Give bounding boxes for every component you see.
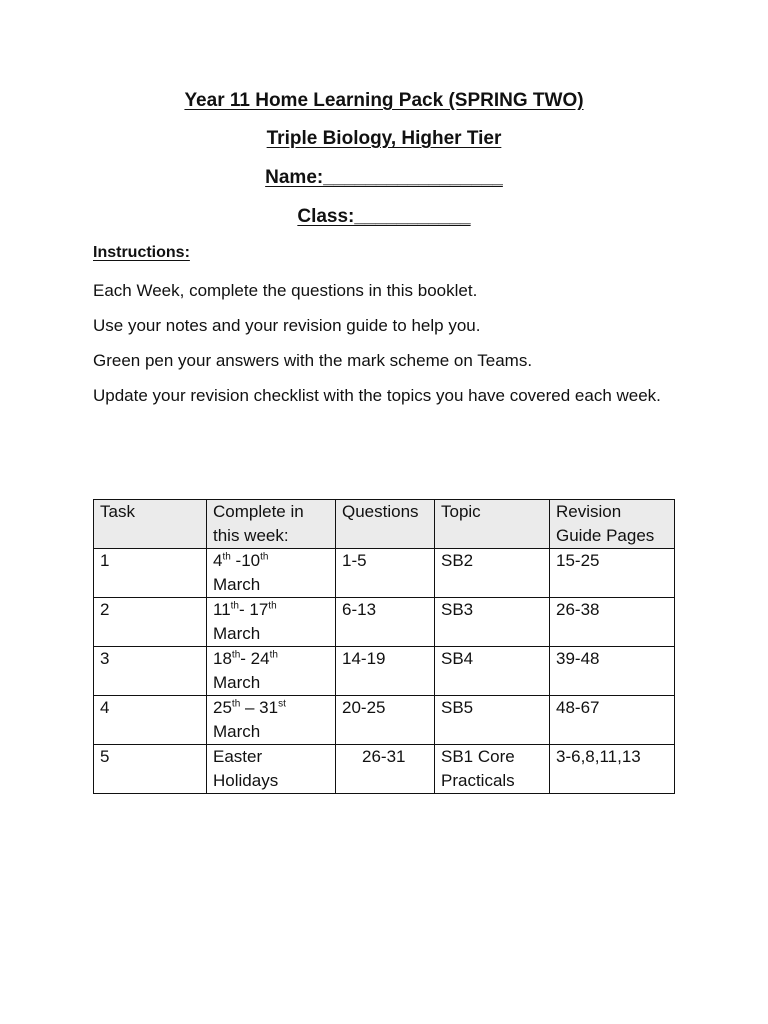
- revision-pages: 15-25: [550, 549, 675, 598]
- questions-range: 26-31: [336, 745, 435, 794]
- document-title: Year 11 Home Learning Pack (SPRING TWO): [184, 90, 584, 111]
- header-task: Task: [94, 500, 207, 549]
- task-number: 5: [94, 745, 207, 794]
- instruction-item: Update your revision checklist with the topics you have covered each week.: [93, 386, 661, 405]
- week-dates: Easter Holidays: [207, 745, 336, 794]
- instruction-item: Use your notes and your revision guide to help you.: [93, 316, 481, 335]
- task-number: 2: [94, 598, 207, 647]
- table-header-row: [94, 500, 675, 549]
- header-complete-week: Complete in this week:: [207, 500, 336, 549]
- week-dates: 25th – 31st March: [207, 696, 336, 745]
- topic: SB5: [435, 696, 550, 745]
- header-topic: Topic: [435, 500, 550, 549]
- revision-pages: 26-38: [550, 598, 675, 647]
- task-number: 1: [94, 549, 207, 598]
- table-row: [94, 598, 675, 647]
- instruction-item: Each Week, complete the questions in this booklet.: [93, 281, 478, 300]
- week-dates: 18th- 24th March: [207, 647, 336, 696]
- week-dates: 11th- 17th March: [207, 598, 336, 647]
- table-row: [94, 745, 675, 794]
- instructions-label: Instructions:: [93, 244, 190, 261]
- questions-range: 1-5: [336, 549, 435, 598]
- header-revision-pages: Revision Guide Pages: [550, 500, 675, 549]
- document-subtitle: Triple Biology, Higher Tier: [266, 128, 502, 149]
- questions-range: 14-19: [336, 647, 435, 696]
- table-row: [94, 549, 675, 598]
- questions-range: 6-13: [336, 598, 435, 647]
- task-number: 4: [94, 696, 207, 745]
- revision-pages: 3-6,8,11,13: [550, 745, 675, 794]
- task-number: 3: [94, 647, 207, 696]
- topic: SB1 Core Practicals: [435, 745, 550, 794]
- revision-pages: 48-67: [550, 696, 675, 745]
- name-field-line: Name:_________________: [265, 167, 503, 188]
- table-row: [94, 696, 675, 745]
- questions-range: 20-25: [336, 696, 435, 745]
- topic: SB3: [435, 598, 550, 647]
- table-row: [94, 647, 675, 696]
- topic: SB4: [435, 647, 550, 696]
- topic: SB2: [435, 549, 550, 598]
- header-questions: Questions: [336, 500, 435, 549]
- revision-pages: 39-48: [550, 647, 675, 696]
- class-field-line: Class:___________: [297, 206, 471, 227]
- weekly-schedule-table: [93, 499, 675, 794]
- week-dates: 4th -10th March: [207, 549, 336, 598]
- instruction-item: Green pen your answers with the mark scheme on Teams.: [93, 351, 533, 370]
